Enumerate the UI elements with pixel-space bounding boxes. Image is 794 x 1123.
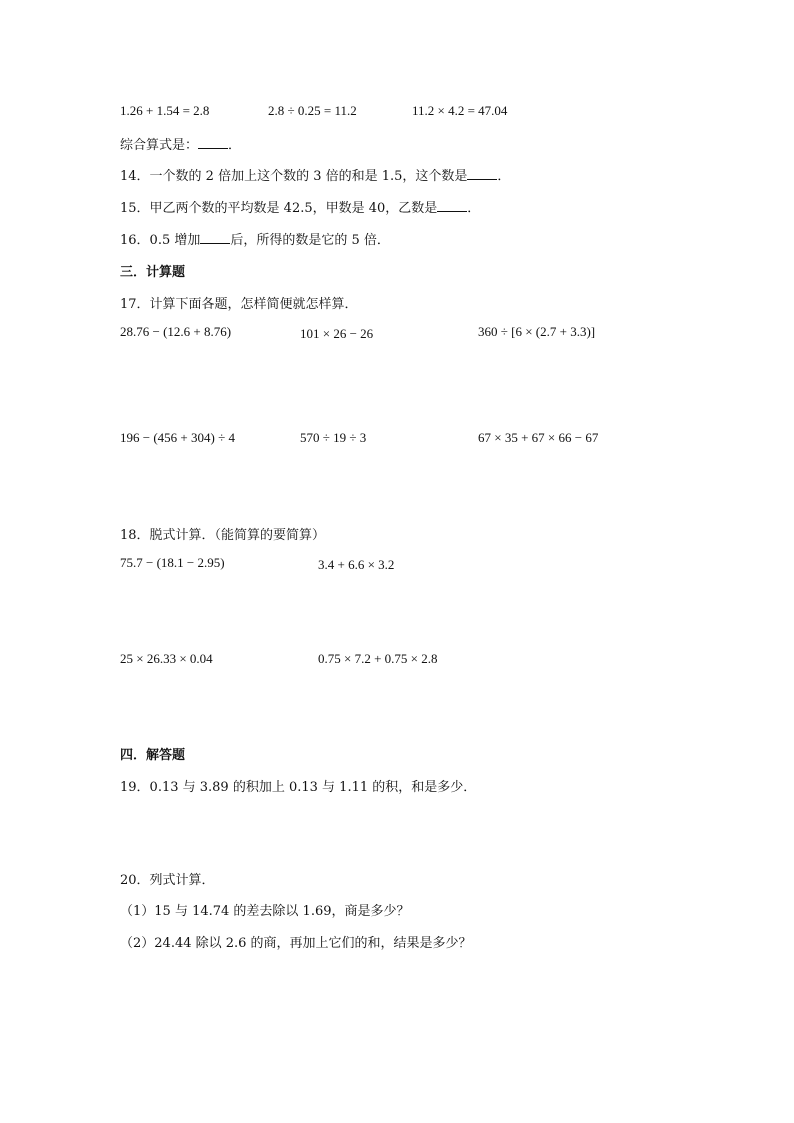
- question-14-suffix: ．: [497, 169, 511, 184]
- question-20-text: 20．列式计算．: [120, 873, 215, 888]
- question-20-sub-1: （1）15 与 14.74 的差去除以 1.69，商是多少？: [120, 904, 410, 919]
- expression-18-3: 25 × 26.33 × 0.04: [120, 651, 213, 666]
- question-19-text: 19．0.13 与 3.89 的积加上 0.13 与 1.11 的积，和是多少．: [120, 780, 477, 795]
- answer-blank[interactable]: [198, 136, 228, 149]
- question-15-suffix: ．: [467, 201, 481, 216]
- question-16-prefix: 16．0.5 增加: [120, 233, 201, 248]
- expression-17-6: 67 × 35 + 67 × 66 − 67: [478, 430, 599, 445]
- section-3-title: 三．计算题: [120, 265, 186, 280]
- section-4-title: 四．解答题: [120, 748, 186, 763]
- formula-1: 1.26 + 1.54 = 2.8: [120, 103, 210, 118]
- question-15-text: 15．甲乙两个数的平均数是 42.5，甲数是 40，乙数是: [120, 201, 438, 216]
- answer-blank[interactable]: [200, 231, 230, 244]
- question-14-text: 14．一个数的 2 倍加上这个数的 3 倍的和是 1.5，这个数是: [120, 169, 468, 184]
- expression-17-2: 101 × 26 − 26: [300, 326, 374, 341]
- combined-formula-line: [120, 134, 241, 153]
- question-14: [120, 165, 510, 184]
- expression-17-3: 360 ÷ [6 × (2.7 + 3.3)]: [478, 324, 596, 339]
- expression-18-2: 3.4 + 6.6 × 3.2: [318, 557, 395, 572]
- question-15: [120, 197, 480, 216]
- question-17-text: 17．计算下面各题，怎样简便就怎样算．: [120, 297, 358, 312]
- combined-formula-suffix: ．: [228, 138, 242, 153]
- question-18-text: 18．脱式计算．（能简算的要简算）: [120, 528, 326, 543]
- expression-17-4: 196 − (456 + 304) ÷ 4: [120, 430, 235, 445]
- formula-3: 11.2 × 4.2 = 47.04: [412, 103, 508, 118]
- expression-17-5: 570 ÷ 19 ÷ 3: [300, 430, 367, 445]
- combined-formula-prefix: 综合算式是：: [120, 138, 199, 153]
- question-16-suffix: 后，所得的数是它的 5 倍．: [230, 233, 390, 248]
- question-20-sub-2: （2）24.44 除以 2.6 的商，再加上它们的和，结果是多少？: [120, 936, 472, 951]
- formula-2: 2.8 ÷ 0.25 = 11.2: [268, 103, 357, 118]
- question-16: [120, 229, 390, 248]
- answer-blank[interactable]: [467, 167, 497, 180]
- expression-18-1: 75.7 − (18.1 − 2.95): [120, 555, 225, 570]
- expression-18-4: 0.75 × 7.2 + 0.75 × 2.8: [318, 651, 438, 666]
- answer-blank[interactable]: [437, 199, 467, 212]
- expression-17-1: 28.76 − (12.6 + 8.76): [120, 324, 232, 339]
